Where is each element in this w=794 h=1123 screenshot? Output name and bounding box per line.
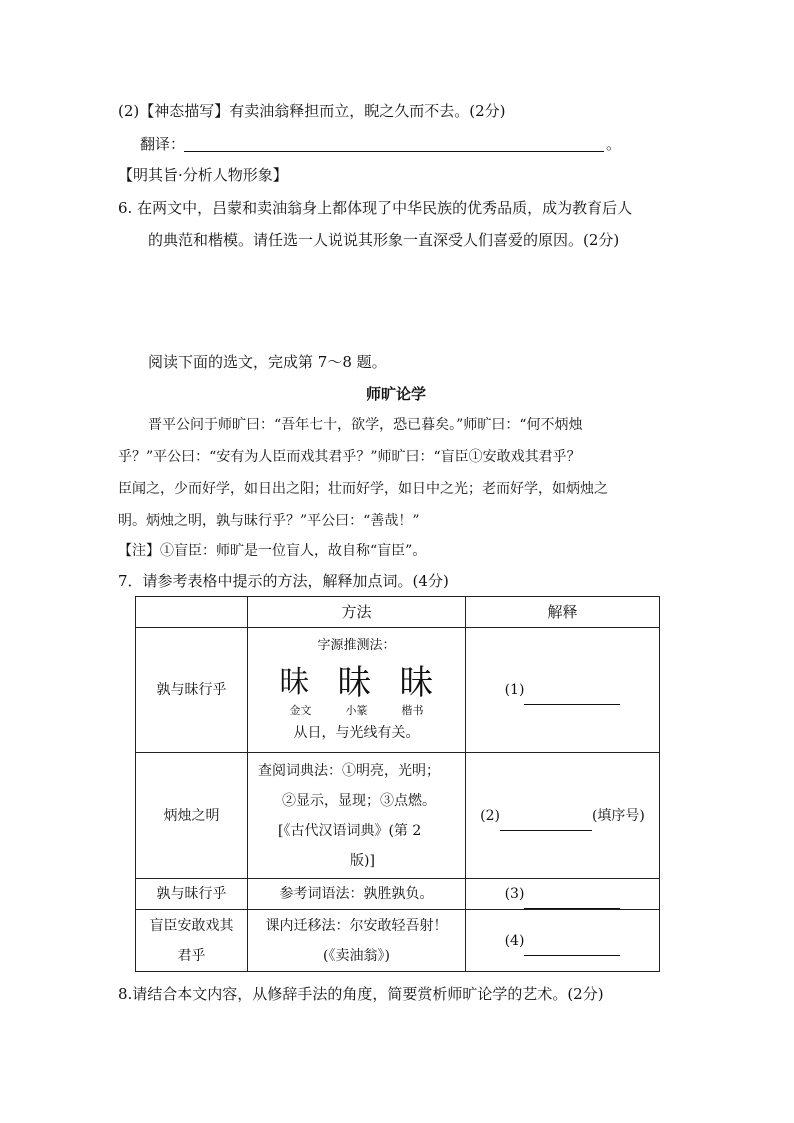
answer-label: (2) bbox=[480, 807, 500, 824]
translation-answer-line bbox=[184, 151, 604, 152]
method-line: 课内迁移法：尔安敢轻吾射！ bbox=[265, 917, 448, 934]
passage-line-4: 明。炳烛之明，孰与昧行乎？”平公曰：“善哉！” bbox=[118, 513, 420, 529]
table-header-explanation: 解释 bbox=[466, 597, 660, 628]
passage-note: 【注】①盲臣：师旷是一位盲人，故自称“盲臣”。 bbox=[118, 543, 427, 559]
answer-label: (3) bbox=[504, 886, 525, 902]
passage-line-2: 乎？”平公曰：“安有为人臣而戏其君乎？”师旷曰：“盲臣①安敢戏其君乎？ bbox=[118, 449, 581, 465]
table-header-blank bbox=[136, 597, 248, 628]
row-method bbox=[248, 910, 466, 972]
method-line: 查阅词典法：①明亮，光明； bbox=[258, 762, 440, 779]
passage-title: 师旷论学 bbox=[366, 385, 427, 403]
regular-script-glyph: 昧 bbox=[399, 663, 434, 703]
method-table bbox=[135, 596, 660, 972]
answer-blank[interactable] bbox=[524, 941, 620, 956]
table-row bbox=[136, 879, 660, 910]
row-method bbox=[248, 628, 466, 753]
table-row bbox=[136, 753, 660, 879]
bronze-script-glyph: 昧 bbox=[279, 665, 310, 700]
method-line: ②显示，显现；③点燃。 bbox=[282, 792, 436, 809]
caption-seal: 小篆 bbox=[345, 704, 368, 717]
question-6-line-1: 6. 在两文中，吕蒙和卖油翁身上都体现了中华民族的优秀品质，成为教育后人 bbox=[118, 199, 633, 217]
method-line: 版)] bbox=[350, 852, 375, 869]
question-7-stem: 7．请参考表格中提示的方法，解释加点词。(4分) bbox=[118, 572, 449, 590]
question-5-2-label: (2)【神态描写】有卖油翁释担而立，睨之久而不去。(2分) bbox=[118, 102, 506, 120]
passage-line-1: 晋平公问于师旷曰：“吾年七十，欲学，恐已暮矣。”师旷曰：“何不炳烛 bbox=[148, 417, 583, 433]
row-item bbox=[136, 910, 248, 972]
row-item: 孰与昧行乎 bbox=[136, 879, 248, 910]
row-item: 孰与昧行乎 bbox=[136, 628, 248, 753]
answer-cell bbox=[466, 628, 660, 753]
passage-line-3: 臣闻之，少而好学，如日出之阳；壮而好学，如日中之光；老而好学，如炳烛之 bbox=[118, 481, 608, 497]
method-line: (《卖油翁》) bbox=[323, 947, 390, 964]
table-header-row bbox=[136, 597, 660, 628]
method-title: 字源推测法： bbox=[317, 638, 396, 653]
seal-script-glyph: 昧 bbox=[337, 663, 372, 703]
method-line: [《古代汉语词典》(第 2 bbox=[278, 822, 422, 839]
item-line: 盲臣安敢戏其 bbox=[149, 917, 234, 934]
answer-label: (1) bbox=[504, 682, 525, 698]
caption-bronze: 金文 bbox=[289, 704, 312, 717]
glyph-evolution bbox=[248, 663, 465, 703]
table-row bbox=[136, 628, 660, 753]
answer-blank[interactable] bbox=[524, 690, 620, 705]
answer-suffix: (填序号) bbox=[591, 807, 645, 824]
answer-label: (4) bbox=[504, 932, 525, 949]
caption-regular: 楷书 bbox=[401, 704, 424, 717]
row-method bbox=[248, 753, 466, 879]
row-item: 炳烛之明 bbox=[136, 753, 248, 879]
table-header-method: 方法 bbox=[248, 597, 466, 628]
method-note: 从日，与光线有关。 bbox=[293, 725, 420, 741]
glyph-captions bbox=[248, 703, 465, 719]
reading-prompt: 阅读下面的选文，完成第 7～8 题。 bbox=[148, 353, 387, 371]
answer-cell bbox=[466, 753, 660, 879]
answer-blank[interactable] bbox=[500, 816, 592, 831]
question-6-line-2: 的典范和楷模。请任选一人说说其形象一直深受人们喜爱的原因。(2分) bbox=[148, 231, 620, 249]
question-8-stem: 8.请结合本文内容，从修辞手法的角度，简要赏析师旷论学的艺术。(2分) bbox=[118, 985, 604, 1003]
item-line: 君乎 bbox=[177, 947, 206, 964]
section-heading: 【明其旨·分析人物形象】 bbox=[118, 166, 288, 184]
table-row bbox=[136, 910, 660, 972]
row-method: 参考词语法：孰胜孰负。 bbox=[248, 879, 466, 910]
answer-cell bbox=[466, 879, 660, 910]
answer-cell bbox=[466, 910, 660, 972]
translation-label: 翻译： bbox=[140, 135, 186, 153]
translation-period: 。 bbox=[606, 135, 622, 153]
answer-blank[interactable] bbox=[524, 894, 620, 909]
